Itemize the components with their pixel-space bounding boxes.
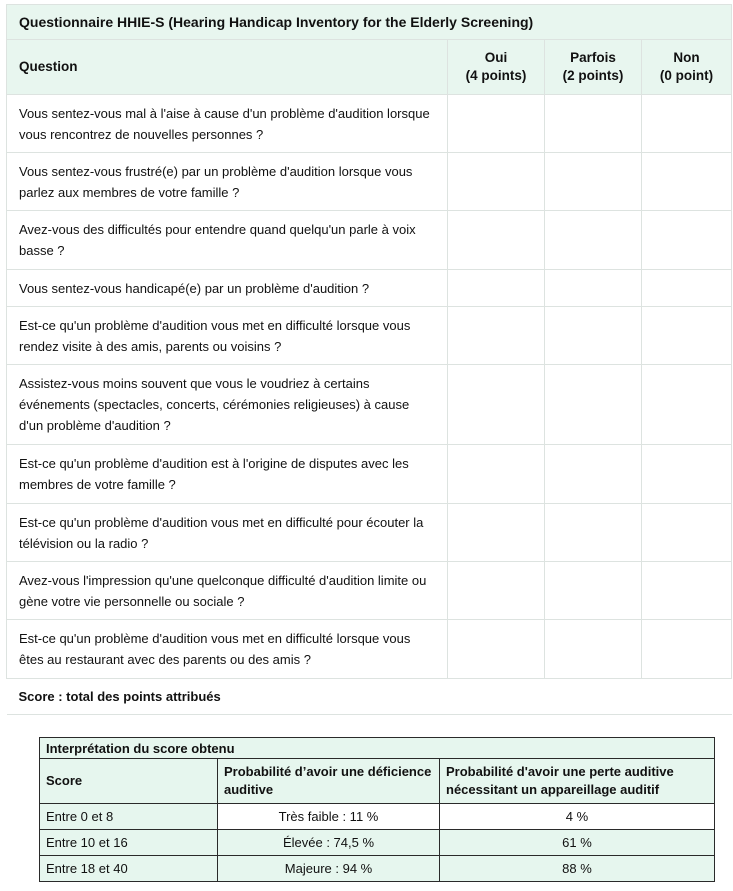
question-row-1	[7, 95, 732, 153]
answer-cell-oui[interactable]	[448, 620, 545, 679]
question-text: Vous sentez-vous handicapé(e) par un problème d'audition ?	[7, 270, 448, 307]
question-text: Vous sentez-vous frustré(e) par un problème d'audition lorsque vous parlez aux membres de votre famille ?	[7, 153, 448, 211]
question-text: Est-ce qu'un problème d'audition vous met en difficulté pour écouter la télévision ou la radio ?	[7, 504, 448, 562]
answer-cell-non[interactable]	[642, 307, 732, 365]
header-deficience: Probabilité d’avoir une déficience auditive	[218, 759, 440, 804]
question-row-5	[7, 307, 732, 365]
deficience-probability: Élevée : 74,5 %	[218, 830, 440, 856]
question-row-4	[7, 270, 732, 307]
answer-cell-non[interactable]	[642, 620, 732, 679]
questionnaire-title-row	[7, 5, 732, 40]
questionnaire-title: Questionnaire HHIE-S (Hearing Handicap Inventory for the Elderly Screening)	[7, 5, 732, 40]
question-text: Est-ce qu'un problème d'audition vous met en difficulté lorsque vous rendez visite à des amis, parents ou voisins ?	[7, 307, 448, 365]
answer-cell-oui[interactable]	[448, 307, 545, 365]
answer-cell-oui[interactable]	[448, 562, 545, 620]
answer-cell-oui[interactable]	[448, 211, 545, 270]
question-row-2	[7, 153, 732, 211]
score-label: Score : total des points attribués	[7, 679, 732, 715]
answer-cell-oui[interactable]	[448, 270, 545, 307]
question-text: Avez-vous des difficultés pour entendre quand quelqu'un parle à voix basse ?	[7, 211, 448, 270]
question-row-6	[7, 365, 732, 445]
question-row-3	[7, 211, 732, 270]
header-score: Score	[40, 759, 218, 804]
answer-cell-non[interactable]	[642, 562, 732, 620]
question-text: Assistez-vous moins souvent que vous le voudriez à certains événements (spectacles, concerts, cérémonies religieuses) à cause d'un problème d'audition ?	[7, 365, 448, 445]
header-non-points: (0 point)	[659, 68, 714, 83]
answer-cell-non[interactable]	[642, 270, 732, 307]
header-oui-points: (4 points)	[465, 68, 527, 83]
question-row-7	[7, 445, 732, 504]
appareillage-probability: 61 %	[440, 830, 715, 856]
interpretation-row-2	[40, 830, 715, 856]
deficience-probability: Très faible : 11 %	[218, 804, 440, 830]
answer-cell-parfois[interactable]	[545, 153, 642, 211]
answer-cell-oui[interactable]	[448, 504, 545, 562]
header-parfois	[545, 40, 642, 95]
answer-cell-parfois[interactable]	[545, 95, 642, 153]
score-range: Entre 18 et 40	[40, 856, 218, 882]
header-parfois-label: Parfois	[570, 50, 616, 65]
answer-cell-parfois[interactable]	[545, 504, 642, 562]
question-text: Est-ce qu'un problème d'audition vous met en difficulté lorsque vous êtes au restaurant avec des parents ou des amis ?	[7, 620, 448, 679]
interpretation-title: Interprétation du score obtenu	[40, 738, 715, 759]
answer-cell-non[interactable]	[642, 504, 732, 562]
score-interpretation-table	[39, 737, 715, 882]
score-range: Entre 0 et 8	[40, 804, 218, 830]
appareillage-probability: 88 %	[440, 856, 715, 882]
interpretation-title-row	[40, 738, 715, 759]
score-row	[7, 679, 732, 715]
header-non	[642, 40, 732, 95]
appareillage-probability: 4 %	[440, 804, 715, 830]
header-appareillage: Probabilité d'avoir une perte auditive nécessitant un appareillage auditif	[440, 759, 715, 804]
interpretation-header-row	[40, 759, 715, 804]
header-question: Question	[7, 40, 448, 95]
question-row-9	[7, 562, 732, 620]
deficience-probability: Majeure : 94 %	[218, 856, 440, 882]
header-oui	[448, 40, 545, 95]
answer-cell-parfois[interactable]	[545, 270, 642, 307]
header-parfois-points: (2 points)	[562, 68, 624, 83]
answer-cell-non[interactable]	[642, 365, 732, 445]
answer-cell-parfois[interactable]	[545, 562, 642, 620]
answer-cell-parfois[interactable]	[545, 307, 642, 365]
answer-cell-parfois[interactable]	[545, 445, 642, 504]
answer-cell-non[interactable]	[642, 153, 732, 211]
question-text: Avez-vous l'impression qu'une quelconque difficulté d'audition limite ou gène votre vie personnelle ou sociale ?	[7, 562, 448, 620]
score-range: Entre 10 et 16	[40, 830, 218, 856]
answer-cell-oui[interactable]	[448, 95, 545, 153]
answer-cell-non[interactable]	[642, 211, 732, 270]
header-oui-label: Oui	[484, 50, 508, 65]
header-non-label: Non	[673, 50, 700, 65]
questionnaire-header-row	[7, 40, 732, 95]
interpretation-row-1	[40, 804, 715, 830]
question-text: Est-ce qu'un problème d'audition est à l'origine de disputes avec les membres de votre famille ?	[7, 445, 448, 504]
question-row-8	[7, 504, 732, 562]
answer-cell-oui[interactable]	[448, 365, 545, 445]
interpretation-row-3	[40, 856, 715, 882]
answer-cell-oui[interactable]	[448, 153, 545, 211]
answer-cell-parfois[interactable]	[545, 211, 642, 270]
question-row-10	[7, 620, 732, 679]
answer-cell-non[interactable]	[642, 445, 732, 504]
hhie-s-questionnaire-table	[6, 4, 732, 715]
answer-cell-parfois[interactable]	[545, 620, 642, 679]
answer-cell-non[interactable]	[642, 95, 732, 153]
answer-cell-parfois[interactable]	[545, 365, 642, 445]
answer-cell-oui[interactable]	[448, 445, 545, 504]
question-text: Vous sentez-vous mal à l'aise à cause d'un problème d'audition lorsque vous rencontrez de nouvelles personnes ?	[7, 95, 448, 153]
